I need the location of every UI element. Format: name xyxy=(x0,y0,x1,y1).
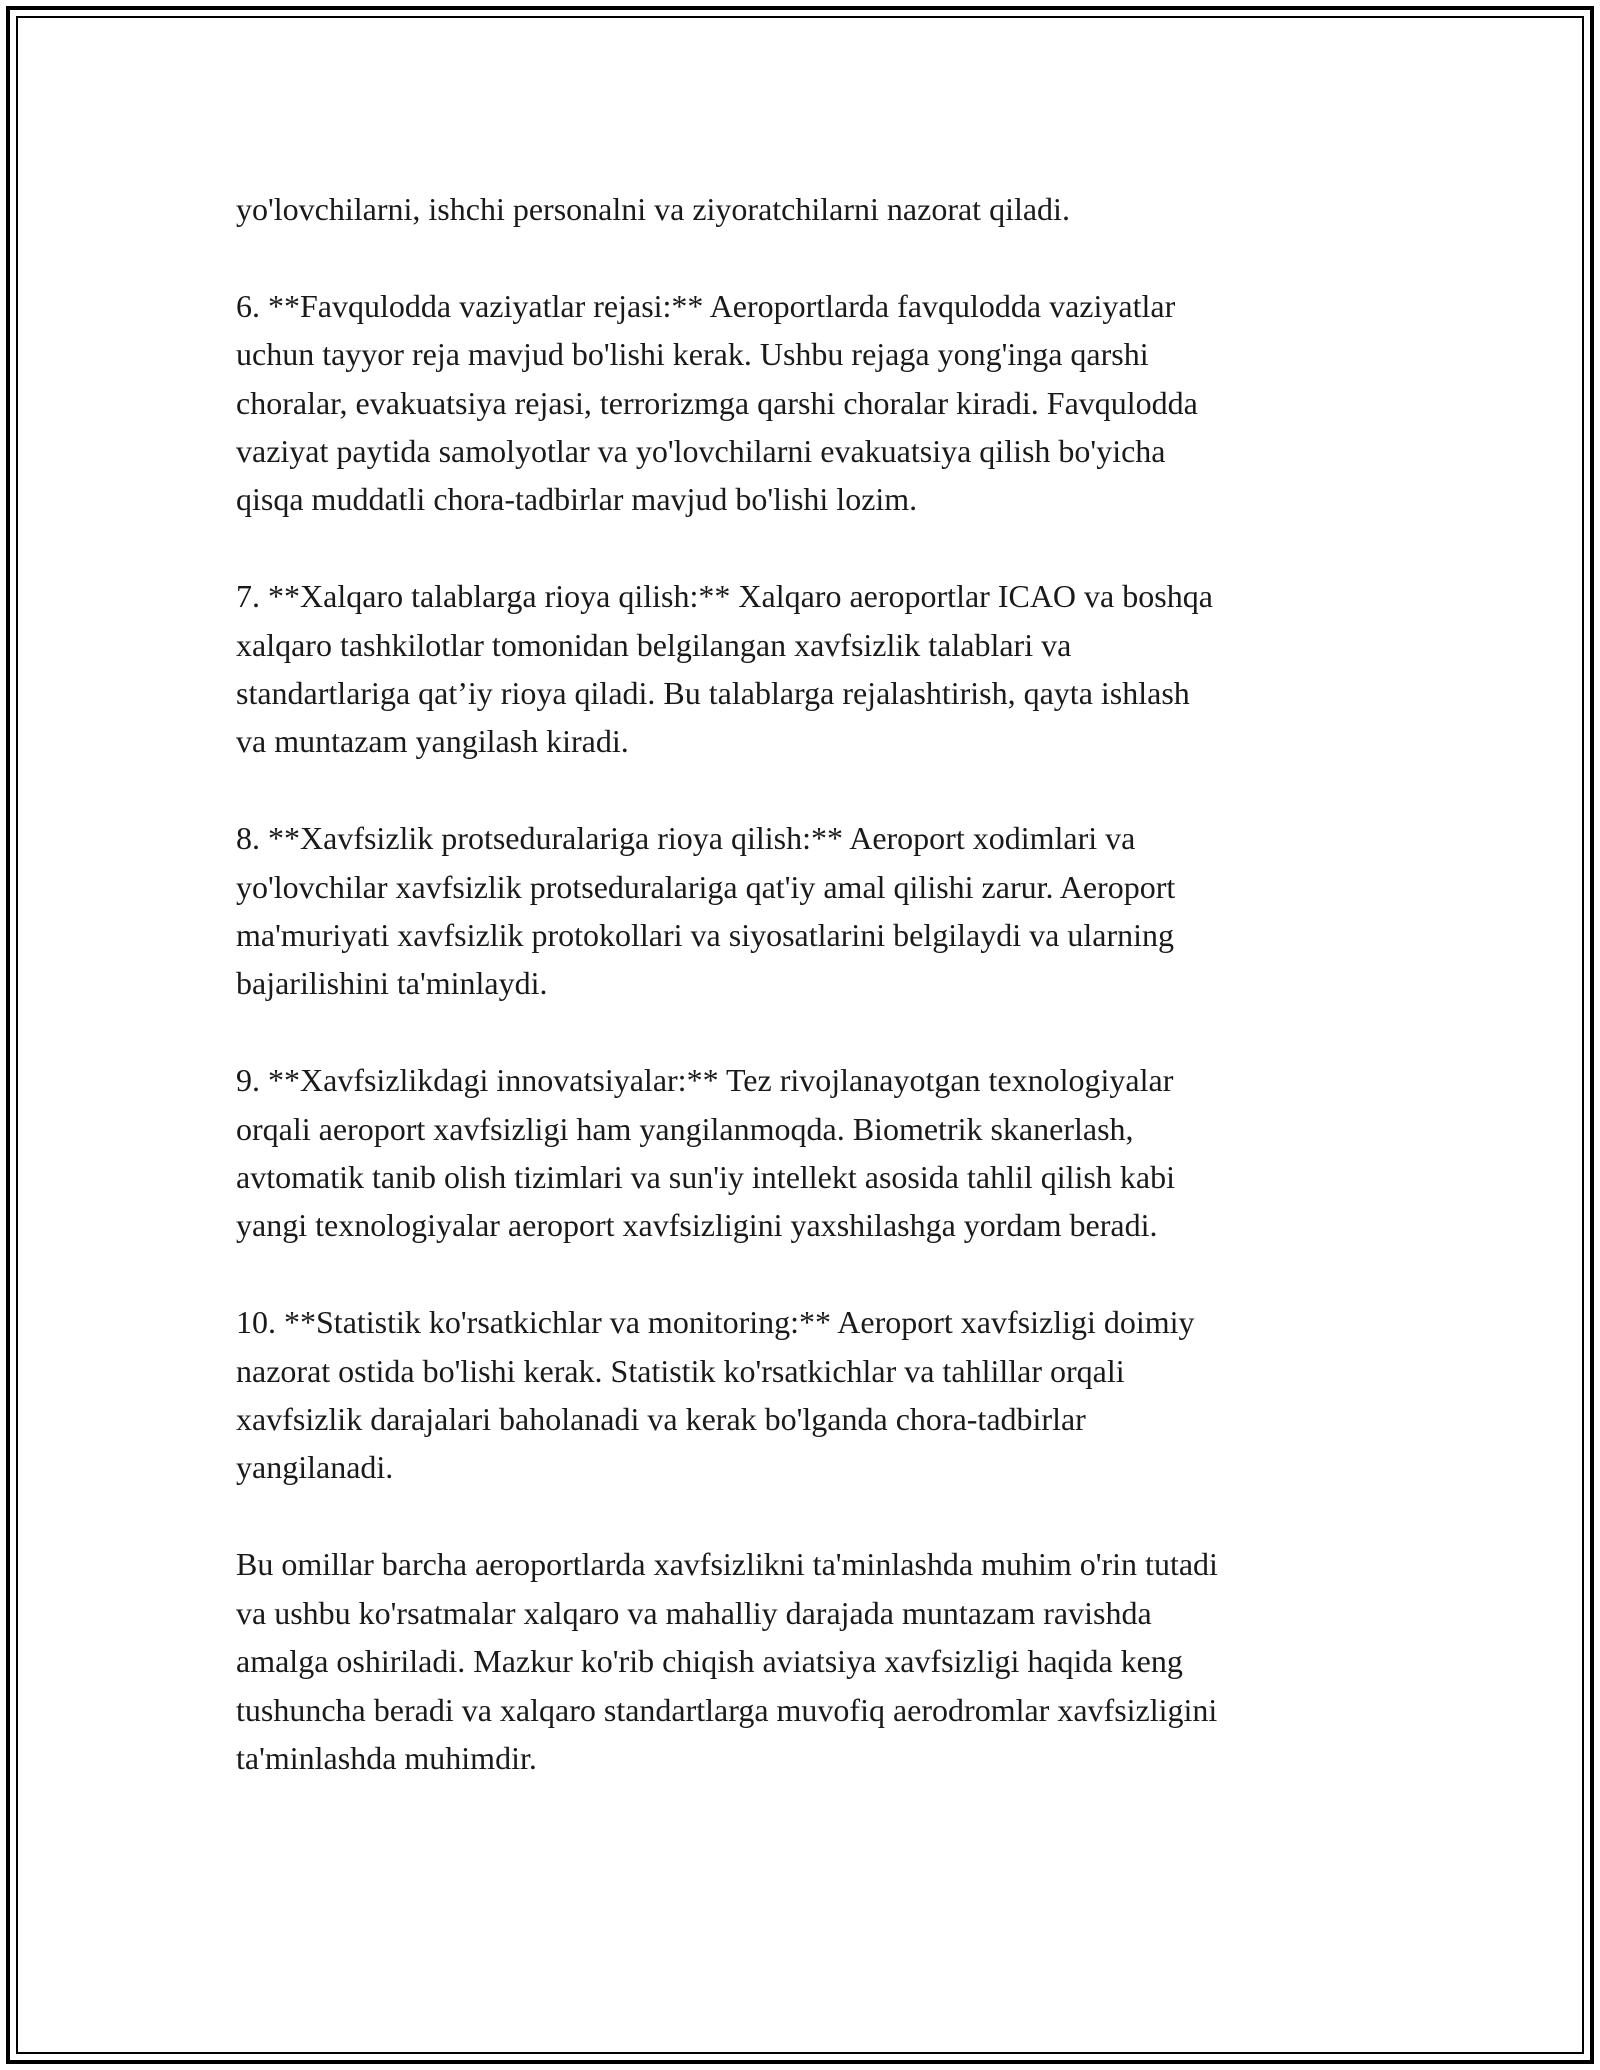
paragraph-item-7: 7. **Xalqaro talablarga rioya qilish:** Xalqaro aeroportlar ICAO va boshqa xalqaro tashkilotlar tomonidan belgilangan xavfsizlik talablari va standartlariga qat’iy rioya qiladi. Bu talablarga rejalashtirish, qayta ishlash va muntazam yangilash kiradi. xyxy=(236,578,1213,760)
document-body xyxy=(236,185,1376,1831)
paragraph-conclusion: Bu omillar barcha aeroportlarda xavfsizlikni ta'minlashda muhim o'rin tutadi va ushbu ko'rsatmalar xalqaro va mahalliy darajada muntazam ravishda amalga oshiriladi. Mazkur ko'rib chiqish aviatsiya xavfsizligi haqida keng tushuncha beradi va xalqaro standartlarga muvofiq aerodromlar xavfsizligini ta'minlashda muhimdir. xyxy=(236,1546,1218,1776)
paragraph-item-9: 9. **Xavfsizlikdagi innovatsiyalar:** Tez rivojlanayotgan texnologiyalar orqali aeroport xavfsizligi ham yangilanmoqda. Biometrik skanerlash, avtomatik tanib olish tizimlari va sun'iy intellekt asosida tahlil qilish kabi yangi texnologiyalar aeroport xavfsizligini yaxshilashga yordam beradi. xyxy=(236,1062,1175,1244)
paragraph-item-6: 6. **Favqulodda vaziyatlar rejasi:** Aeroportlarda favqulodda vaziyatlar uchun tayyor reja mavjud bo'lishi kerak. Ushbu rejaga yong'inga qarshi choralar, evakuatsiya rejasi, terrorizmga qarshi choralar kiradi. Favqulodda vaziyat paytida samolyotlar va yo'lovchilarni evakuatsiya qilish bo'yicha qisqa muddatli chora-tadbirlar mavjud bo'lishi lozim. xyxy=(236,287,1198,518)
paragraph-continuation: yo'lovchilarni, ishchi personalni va ziyoratchilarni nazorat qiladi. xyxy=(236,191,1070,227)
paragraph-item-8: 8. **Xavfsizlik protseduralariga rioya qilish:** Aeroport xodimlari va yo'lovchilar xavfsizlik protseduralariga qat'iy amal qilishi zarur. Aeroport ma'muriyati xavfsizlik protokollari va siyosatlarini belgilaydi va ularning bajarilishini ta'minlaydi. xyxy=(236,820,1176,1002)
paragraph-item-10: 10. **Statistik ko'rsatkichlar va monitoring:** Aeroport xavfsizligi doimiy nazorat ostida bo'lishi kerak. Statistik ko'rsatkichlar va tahlillar orqali xavfsizlik darajalari baholanadi va kerak bo'lganda chora-tadbirlar yangilanadi. xyxy=(236,1304,1195,1486)
